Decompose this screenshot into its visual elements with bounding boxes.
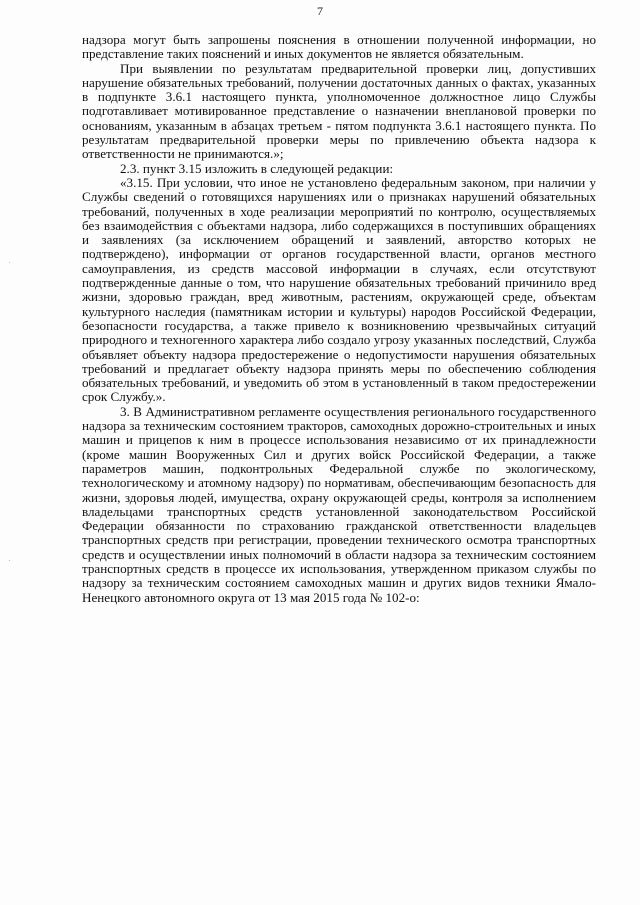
paragraph-preliminary-check: При выявлении по результатам предварительной проверки лиц, допустивших нарушение обязательных требований, получении достаточных данных о фактах, указанных в подпункте 3.6.1 настоящего пункта, уполномоченное должностное лицо Службы подготавливает мотивированное представление о назначении внеплановой проверки по основаниям, указанным в абзацах третьем - пятом подпункта 3.6.1 настоящего пункта. По результатам предварительной проверки меры по привлечению объекта надзора к ответственности не принимаются.»;: [82, 60, 596, 162]
scan-dot: [9, 262, 10, 263]
scan-dot: [9, 560, 10, 561]
paragraph-item-3: 3. В Административном регламенте осуществления регионального государственного надзора за техническим состоянием тракторов, самоходных дорожно-строительных и иных машин и прицепов к ним в процессе использования независимо от их принадлежности (кроме машин Вооруженных Сил и других войск Российской Федерации, а также параметров машин, подконтрольных Федеральной службе по экологическому, технологическому и атомному надзору) по нормативам, обеспечивающим безопасность для жизни, здоровья людей, имущества, охрану окружающей среды, контроля за исполнением владельцами транспортных средств установленной законодательством Российской Федерации обязанности по страхованию гражданской ответственности владельцев транспортных средств при регистрации, проведении технического осмотра транспортных средств и осуществлении иных полномочий в области надзора за техническим состоянием транспортных средств в процессе их использования, утвержденном приказом службы по надзору за техническим состоянием самоходных машин и других видов техники Ямало-Ненецкого автономного округа от 13 мая 2015 года № 102-о:: [82, 403, 596, 605]
page-number: 7: [317, 4, 323, 18]
paragraph-item-2-3: 2.3. пункт 3.15 изложить в следующей редакции:: [120, 160, 394, 176]
paragraph-continuation: надзора могут быть запрошены пояснения в отношении полученной информации, но представление таких пояснений и иных документов не является обязательным.: [82, 32, 596, 62]
paragraph-item-3-15: «3.15. При условии, что иное не установлено федеральным законом, при наличии у Службы сведений о готовящихся нарушениях или о признаках нарушений обязательных требований, полученных в ходе реализации мероприятий по контролю, осуществляемых без взаимодействия с объектами надзора, либо содержащихся в поступивших обращениях и заявлениях (за исключением обращений и заявлений, авторство которых не подтверждено), информации от органов государственной власти, органов местного самоуправления, из средств массовой информации в случаях, если отсутствуют подтвержденные данные о том, что нарушение обязательных требований причинило вред жизни, здоровью граждан, вред животным, растениям, окружающей среде, объектам культурного наследия (памятникам истории и культуры) народов Российской Федерации, безопасности государства, а также привело к возникновению чрезвычайных ситуаций природного и техногенного характера либо создало угрозу указанных последствий, Служба объявляет объекту надзора предостережение о недопустимости нарушения обязательных требований и предлагает объекту надзора принять меры по обеспечению соблюдения обязательных требований, и уведомить об этом в установленный в таком предостережении срок Службу.».: [82, 174, 596, 405]
document-body: [82, 33, 596, 605]
